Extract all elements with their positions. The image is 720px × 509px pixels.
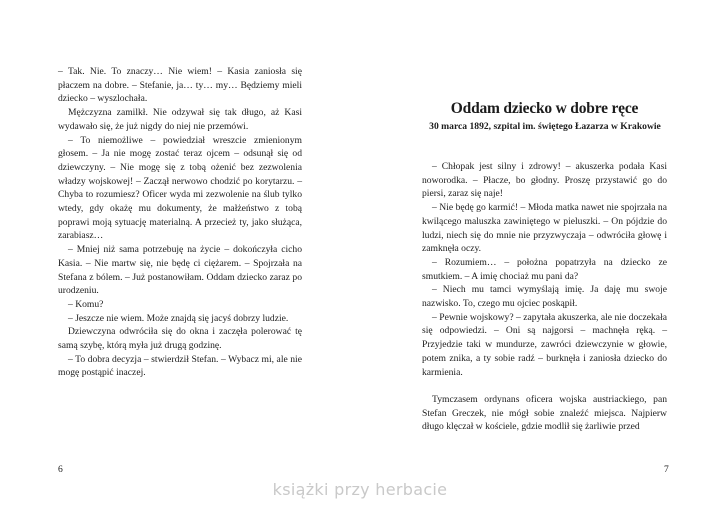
paragraph: – Niech mu tamci wymyślają imię. Ja daję mu swoje nazwisko. To, czego mu ojciec poskąpił. — [422, 284, 667, 310]
footer-watermark: książki przy herbacie — [272, 480, 448, 499]
page-number-right: 7 — [664, 464, 669, 475]
paragraph: – Chłopak jest silny i zdrowy! – akuszerka podała Kasi noworodka. – Płacze, bo głodny. Proszę przystawić go do piersi, zaraz się naje! — [422, 161, 667, 200]
paragraph: Tymczasem ordynans oficera wojska austriackiego, pan Stefan Greczek, nie mógł sobie znaleźć miejsca. Najpierw długo klęczał w kościele, gdzie modlił się żarliwie przed — [422, 393, 667, 433]
right-page — [360, 0, 720, 509]
left-page-text — [58, 65, 302, 380]
chapter-title: Oddam dziecko w dobre ręce — [450, 100, 639, 117]
paragraph: – Tak. Nie. To znaczy… Nie wiem! – Kasia zaniosła się płaczem na dobre. – Stefanie, ja… ty… my… Będziemy mieli dziecko – wyszlochała. — [58, 66, 302, 105]
paragraph: – Mniej niż sama potrzebuję na życie – dokończyła cicho Kasia. – Nie martw się, nie będę ci ciężarem. – Spojrzała na Stefana z bólem. – Już postanowiłam. Oddam dziecko zaraz po urodzeniu. — [58, 244, 302, 297]
chapter-subtitle: 30 marca 1892, szpital im. świętego Łazarza w Krakowie — [429, 121, 661, 132]
paragraph: Dziewczyna odwróciła się do okna i zaczęła polerować tę samą szybę, którą myła już drugą godzinę. — [58, 326, 302, 352]
paragraph: – Jeszcze nie wiem. Może znajdą się jacyś dobrzy ludzie. — [68, 312, 289, 324]
paragraph: – Pewnie wojskowy? – zapytała akuszerka, ale nie doczekała się odpowiedzi. – Oni są najgorsi – machnęła ręką. – Przyjedzie taki w mundurze, zawróci dziewczynie w głowie, potem znika, a ty sobie radź – burknęła i zaniosła dziecko do karmienia. — [422, 311, 667, 378]
paragraph: Mężczyzna zamilkł. Nie odzywał się tak długo, aż Kasi wydawało się, że już nigdy do niej nie przemówi. — [58, 107, 302, 132]
paragraph: – Nie będę go karmić! – Młoda matka nawet nie spojrzała na kwilącego maluszka zawiniętego w pieluszki. – On pójdzie do ludzi, niech się do mnie nie przyzwyczaja – odwróciła głowę i zamknęła oczy. — [422, 202, 667, 255]
page-number-left: 6 — [58, 464, 63, 475]
right-page-text — [422, 160, 667, 434]
paragraph: – To niemożliwe – powiedział wreszcie zmienionym głosem. – Ja nie mogę zostać teraz ojcem – odsunął się od dziewczyny. – Nie mogę się z tobą ożenić bez zezwolenia władzy wojskowej! – Zaczął nerwowo chodzić po korytarzu. – Chyba to rozumiesz? Oficer wyda mi zezwolenie na ślub tylko wtedy, gdy okażę mu dokumenty, że małżeństwo z tobą poprawi moją sytuację materialną. A przecież ty, jako służąca, zarabiasz… — [58, 134, 302, 242]
paragraph: – To dobra decyzja – stwierdził Stefan. – Wybacz mi, ale nie mogę postąpić inaczej. — [58, 353, 302, 379]
paragraph: – Rozumiem… – położna popatrzyła na dziecko ze smutkiem. – A imię chociaż mu pani da? — [422, 256, 667, 282]
paragraph: – Komu? — [68, 298, 104, 310]
